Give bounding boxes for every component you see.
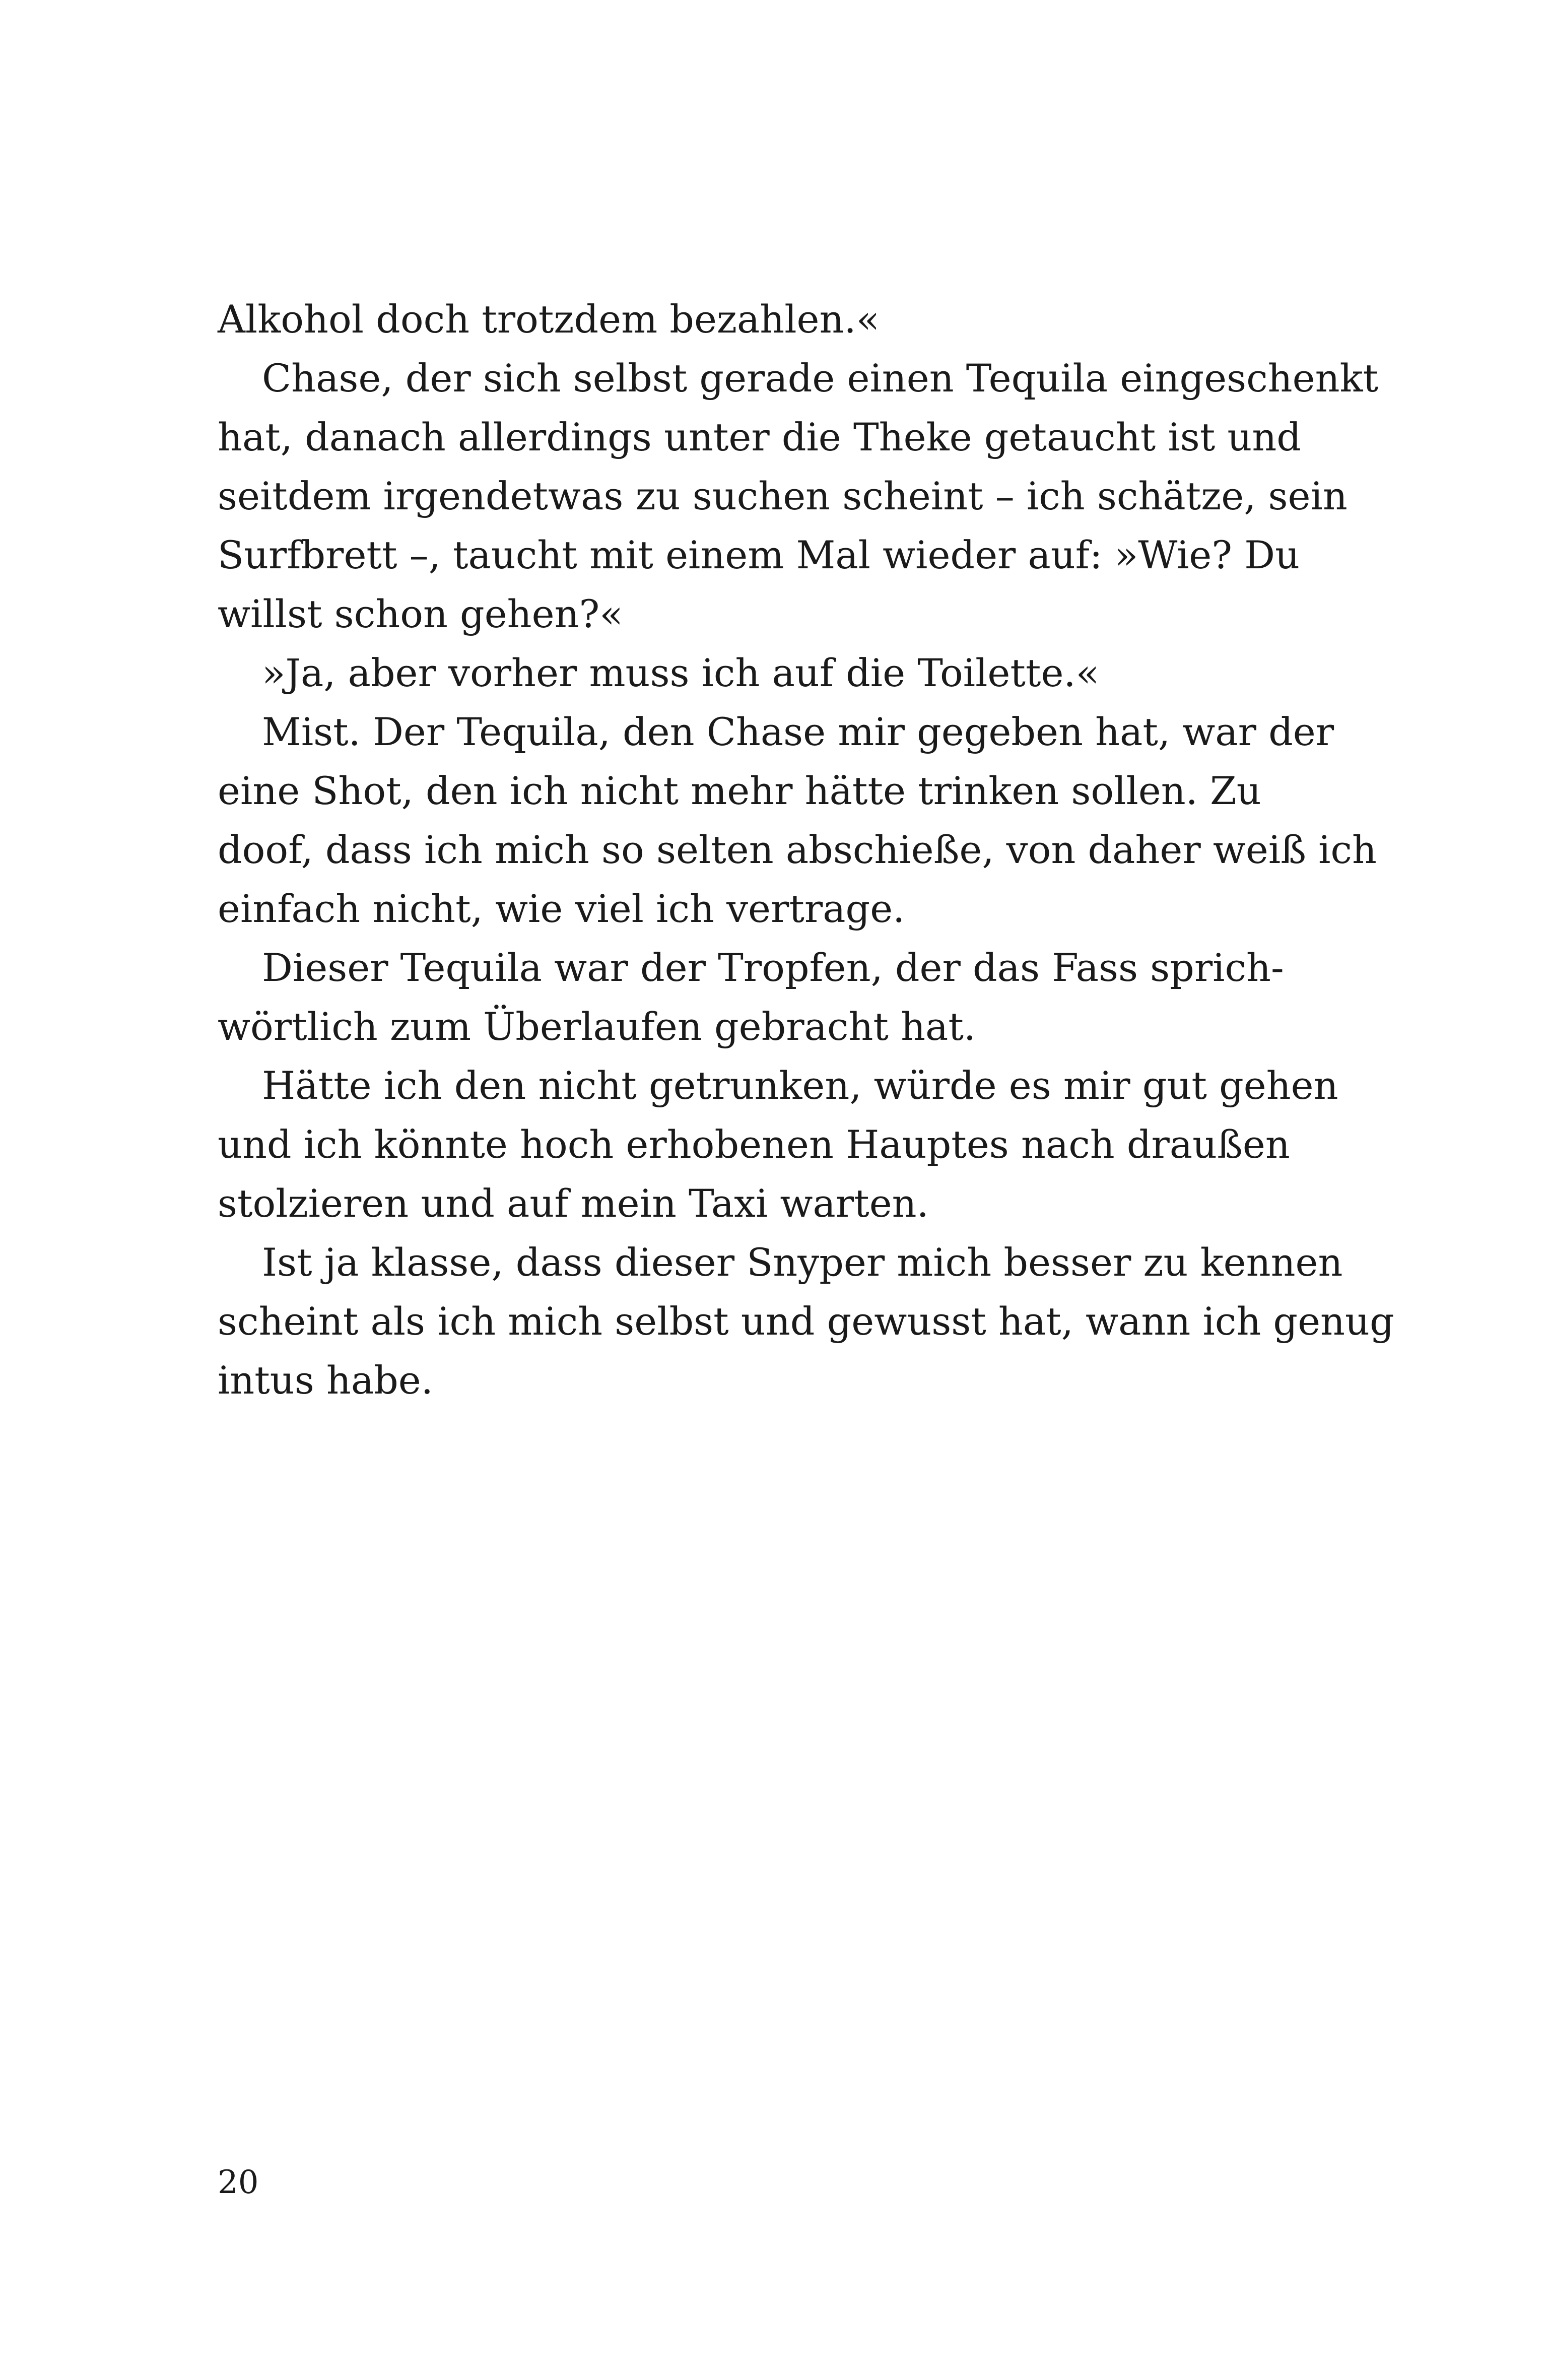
- text-line: doof, dass ich mich so selten abschieße, von daher weiß ich: [218, 827, 1377, 872]
- text-line: Chase, der sich selbst gerade einen Tequila eingeschenkt: [262, 356, 1379, 401]
- text-line: Ist ja klasse, dass dieser Snyper mich besser zu kennen: [262, 1240, 1343, 1285]
- text-line: Surfbrett –, taucht mit einem Mal wieder auf: »Wie? Du: [218, 533, 1300, 577]
- text-line: hat, danach allerdings unter die Theke getaucht ist und: [218, 415, 1301, 459]
- text-line: Hätte ich den nicht getrunken, würde es mir gut gehen: [262, 1063, 1338, 1108]
- text-line: und ich könnte hoch erhobenen Hauptes nach draußen: [218, 1122, 1290, 1167]
- body-text: [218, 290, 1394, 1410]
- text-line: »Ja, aber vorher muss ich auf die Toilette.«: [262, 650, 1100, 695]
- text-line: eine Shot, den ich nicht mehr hätte trinken sollen. Zu: [218, 768, 1261, 813]
- text-line: Alkohol doch trotzdem bezahlen.«: [218, 297, 880, 342]
- text-line: Mist. Der Tequila, den Chase mir gegeben hat, war der: [262, 709, 1334, 754]
- text-line: scheint als ich mich selbst und gewusst hat, wann ich genug: [218, 1299, 1394, 1344]
- text-line: stolzieren und auf mein Taxi warten.: [218, 1181, 929, 1226]
- text-line: intus habe.: [218, 1358, 433, 1403]
- text-line: seitdem irgendetwas zu suchen scheint – ich schätze, sein: [218, 474, 1348, 518]
- text-line: Dieser Tequila war der Tropfen, der das Fass sprich-: [262, 945, 1284, 990]
- text-line: wörtlich zum Überlaufen gebracht hat.: [218, 1004, 976, 1049]
- text-line: willst schon gehen?«: [218, 591, 623, 636]
- page-number: 20: [218, 2164, 259, 2201]
- text-line: einfach nicht, wie viel ich vertrage.: [218, 886, 905, 931]
